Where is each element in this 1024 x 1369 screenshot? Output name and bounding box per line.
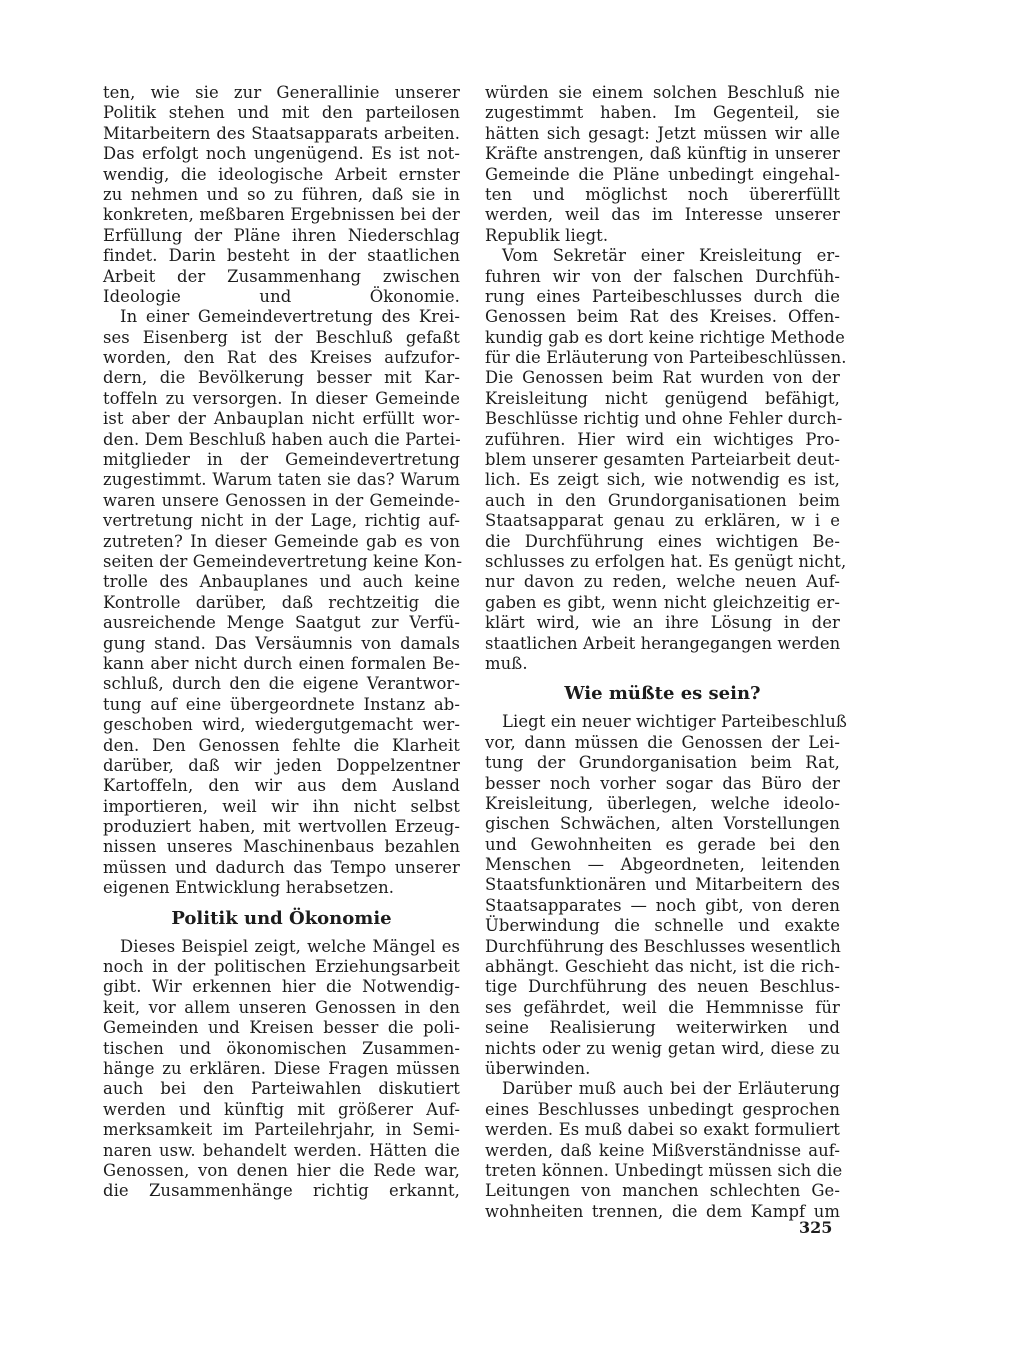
text-line: waren unsere Genossen in der Gemeinde- (103, 490, 460, 510)
text-line: nur davon zu reden, welche neuen Auf- (485, 572, 840, 592)
text-line: vertretung nicht in der Lage, richtig auf- (103, 511, 460, 531)
text-line: merksamkeit im Parteilehrjahr, in Semi- (103, 1120, 460, 1140)
section-heading: Wie müßte es sein? (564, 683, 761, 705)
text-line: Staatsfunktionären und Mitarbeitern des (485, 875, 840, 895)
text-line: gibt. Wir erkennen hier die Notwendig- (103, 977, 460, 997)
text-line: besser noch vorher sogar das Büro der (485, 773, 840, 793)
text-line: naren usw. behandelt werden. Hätten die (103, 1140, 460, 1160)
text-line: rung eines Parteibeschlusses durch die (485, 286, 840, 306)
text-line: schlusses zu erfolgen hat. Es genügt nicht, (485, 551, 847, 571)
text-line: noch in der politischen Erziehungsarbeit (103, 957, 460, 977)
text-line: Kreisleitung, überlegen, welche ideolo- (485, 793, 840, 813)
text-line: lich. Es zeigt sich, wie notwendig es ist, (485, 470, 840, 490)
text-line: konkreten, meßbaren Ergebnissen bei der (103, 205, 460, 225)
text-line: zugestimmt. Warum taten sie das? Warum (103, 470, 460, 490)
text-line: Das erfolgt noch ungenügend. Es ist not- (103, 144, 460, 164)
text-line: ses Eisenberg ist der Beschluß gefaßt (103, 327, 460, 347)
text-line: wendig, die ideologische Arbeit ernster (103, 164, 460, 184)
text-line: schluß, durch den die eigene Verantwor- (103, 674, 460, 694)
text-line: tung der Grundorganisation beim Rat, (485, 753, 840, 773)
text-line: muß. (485, 653, 528, 673)
text-line: toffeln zu versorgen. In dieser Gemeinde (103, 388, 460, 408)
text-line: den. Den Genossen fehlte die Klarheit (103, 735, 460, 755)
text-line: Dieses Beispiel zeigt, welche Mängel es (120, 936, 460, 956)
text-line: müssen und dadurch das Tempo unserer (103, 857, 460, 877)
text-line: fuhren wir von der falschen Durchfüh- (485, 266, 840, 286)
text-line: auch in den Grundorganisationen beim (485, 490, 840, 510)
text-line: Darüber muß auch bei der Erläuterung (502, 1079, 840, 1099)
text-line: zu nehmen und so zu führen, daß sie in (103, 184, 460, 204)
text-line: werden und künftig mit größerer Auf- (103, 1099, 460, 1119)
text-line: geschoben wird, wiedergutgemacht wer- (103, 715, 460, 735)
text-line: seine Realisierung weiterwirken und (485, 1018, 840, 1038)
text-line: seiten der Gemeindevertretung keine Kon- (103, 551, 463, 571)
text-line: werden, daß keine Mißverständnisse auf- (485, 1140, 840, 1160)
text-line: ten und möglichst noch übererfüllt (485, 184, 840, 204)
text-line: Durchführung des Beschlusses wesentlich (485, 936, 841, 956)
text-line: klärt wird, wie an ihre Lösung in der (485, 613, 840, 633)
text-line: ist aber der Anbauplan nicht erfüllt wor- (103, 409, 460, 429)
text-line: Ideologie und Ökonomie. (103, 286, 460, 306)
text-line: Genossen, von denen hier die Rede war, (103, 1160, 460, 1180)
text-line: staatlichen Arbeit herangegangen werden (485, 633, 841, 653)
text-line: zutreten? In dieser Gemeinde gab es von (103, 531, 460, 551)
text-line: vor, dann müssen die Genossen der Lei- (485, 732, 840, 752)
text-line: gaben es gibt, wenn nicht gleichzeitig er- (485, 592, 840, 612)
paragraph (103, 83, 460, 307)
paragraph (485, 712, 847, 1079)
paragraph (485, 83, 840, 246)
text-line: eines Beschlusses unbedingt gesprochen (485, 1099, 840, 1119)
text-line: Republik liegt. (485, 225, 609, 245)
text-line: findet. Darin besteht in der staatlichen (103, 246, 460, 266)
text-line: eigenen Entwicklung herabsetzen. (103, 878, 395, 898)
text-line: Überwindung die schnelle und exakte (485, 916, 840, 936)
text-line: wohnheiten trennen, die dem Kampf um (485, 1201, 840, 1221)
text-line: Staatsapparates — noch gibt, von deren (485, 895, 840, 915)
text-line: nichts oder zu wenig getan wird, diese zu (485, 1038, 840, 1058)
text-line: tischen und ökonomischen Zusammen- (103, 1038, 460, 1058)
text-line: Leitungen von manchen schlechten Ge- (485, 1181, 840, 1201)
text-line: ten, wie sie zur Generallinie unserer (103, 83, 460, 102)
paragraph (485, 1079, 843, 1222)
text-line: mitglieder in der Gemeindevertretung (103, 450, 460, 470)
text-line: kundig gab es dort keine richtige Methode (485, 327, 845, 347)
text-line: Staatsapparat genau zu erklären, w i e (485, 511, 840, 531)
text-line: Mitarbeitern des Staatsapparats arbeiten. (103, 123, 460, 143)
text-line: importieren, weil wir ihn nicht selbst (103, 796, 460, 816)
text-line: ausreichende Menge Saatgut zur Verfü- (103, 613, 460, 633)
text-line: die Durchführung eines wichtigen Be- (485, 531, 840, 551)
text-line: hänge zu erklären. Diese Fragen müssen (103, 1058, 460, 1078)
text-line: würden sie einem solchen Beschluß nie (485, 83, 840, 102)
text-line: abhängt. Geschieht das nicht, ist die rich- (485, 957, 840, 977)
text-line: blem unserer gesamten Parteiarbeit deut- (485, 450, 840, 470)
text-line: kann aber nicht durch einen formalen Be- (103, 653, 460, 673)
text-line: keit, vor allem unseren Genossen in den (103, 997, 460, 1017)
text-line: Erfüllung der Pläne ihren Niederschlag (103, 225, 460, 245)
text-line: Die Genossen beim Rat wurden von der (485, 368, 840, 388)
text-line: Beschlüsse richtig und ohne Fehler durch- (485, 409, 843, 429)
text-line: zuführen. Hier wird ein wichtiges Pro- (485, 429, 840, 449)
right-column (485, 83, 847, 1222)
text-line: trolle des Anbauplanes und auch keine (103, 572, 460, 592)
left-column (103, 83, 463, 1202)
text-line: den. Dem Beschluß haben auch die Partei- (103, 429, 461, 449)
text-line: nissen unseres Maschinenbaus bezahlen (103, 837, 460, 857)
text-line: überwinden. (485, 1058, 591, 1078)
text-line: darüber, daß wir jeden Doppelzentner (103, 755, 460, 775)
text-line: werden. Es muß dabei so exakt formuliert (485, 1120, 840, 1140)
text-line: Liegt ein neuer wichtiger Parteibeschluß (502, 712, 847, 732)
text-line: Menschen — Abgeordneten, leitenden (485, 855, 840, 875)
text-line: gung stand. Das Versäumnis von damals (103, 633, 460, 653)
text-line: dern, die Bevölkerung besser mit Kar- (103, 368, 460, 388)
text-line: Kreisleitung nicht genügend befähigt, (485, 388, 840, 408)
page-number: 325 (799, 1218, 833, 1237)
paragraph (485, 246, 847, 674)
section-heading: Politik und Ökonomie (171, 907, 392, 929)
text-line: Vom Sekretär einer Kreisleitung er- (502, 246, 840, 266)
text-line: auch bei den Parteiwahlen diskutiert (103, 1079, 460, 1099)
text-line: werden, weil das im Interesse unserer (485, 205, 840, 225)
paragraph (103, 937, 460, 1202)
text-line: hätten sich gesagt: Jetzt müssen wir alle (485, 123, 840, 143)
text-line: tige Durchführung des neuen Beschlus- (485, 977, 840, 997)
text-line: ses gefährdet, weil die Hemmnisse für (485, 997, 840, 1017)
text-line: Gemeinden und Kreisen besser die poli- (103, 1018, 460, 1038)
text-line: und Gewohnheiten es gerade bei den (485, 834, 840, 854)
text-line: worden, den Rat des Kreises aufzufor- (103, 348, 460, 368)
text-line: Gemeinde die Pläne unbedingt eingehal- (485, 164, 840, 184)
text-line: produziert haben, mit wertvollen Erzeug- (103, 817, 460, 837)
text-line: zugestimmt haben. Im Gegenteil, sie (485, 103, 840, 123)
text-line: Politik stehen und mit den parteilosen (103, 103, 460, 123)
text-line: Kartoffeln, den wir aus dem Ausland (103, 776, 460, 796)
text-line: tung auf eine übergeordnete Instanz ab- (103, 694, 460, 714)
text-line: Kräfte anstrengen, daß künftig in unserer (485, 144, 840, 164)
text-line: In einer Gemeindevertretung des Krei- (120, 307, 460, 327)
text-line: Kontrolle darüber, daß rechtzeitig die (103, 592, 460, 612)
text-line: gischen Schwächen, alten Vorstellungen (485, 814, 840, 834)
text-line: Genossen beim Rat des Kreises. Offen- (485, 307, 840, 327)
paragraph (103, 307, 463, 898)
text-line: treten können. Unbedingt müssen sich die (485, 1160, 843, 1180)
text-line: Arbeit der Zusammenhang zwischen (103, 266, 460, 286)
text-line: die Zusammenhänge richtig erkannt, (103, 1181, 460, 1201)
text-line: für die Erläuterung von Parteibeschlüssen. (485, 348, 847, 368)
